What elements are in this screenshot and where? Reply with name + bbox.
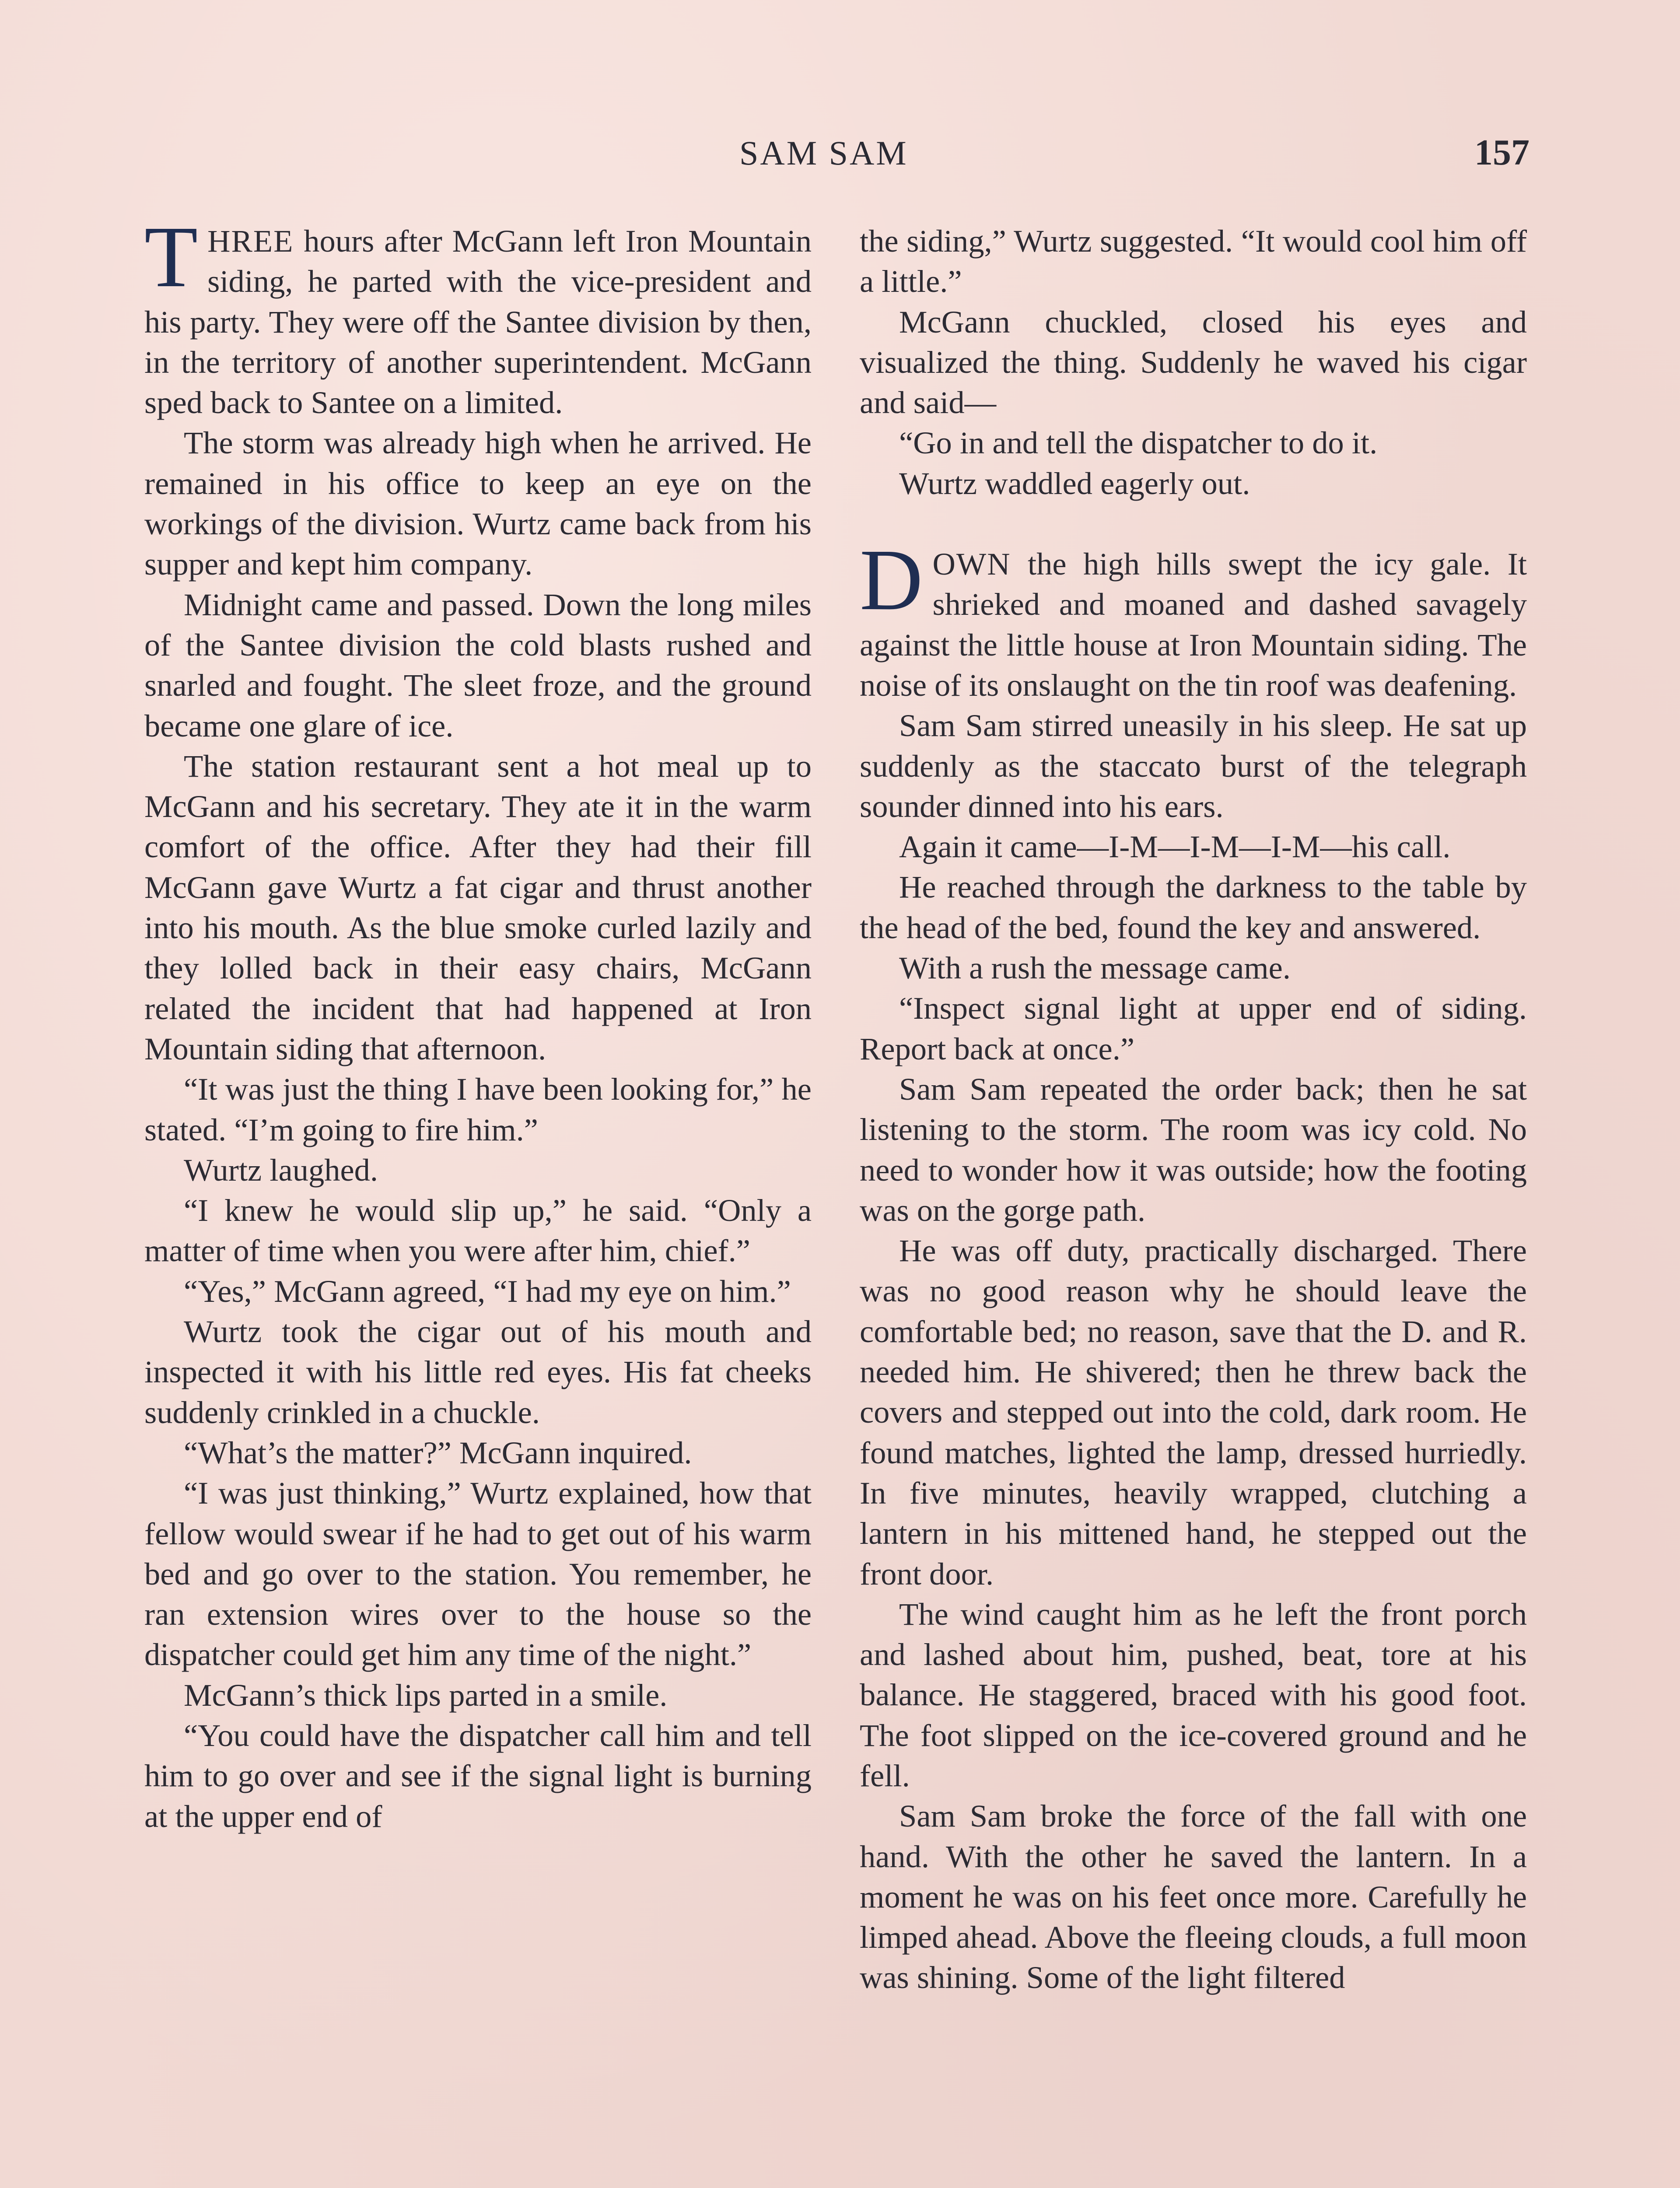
running-title: SAM SAM bbox=[739, 134, 908, 172]
paragraph: Again it came—I-M—I-M—I-M—his call. bbox=[899, 829, 1451, 865]
paragraph: Wurtz took the cigar out of his mouth and inspected it with his little red eyes. His fat cheeks suddenly crinkled in a chuckle. bbox=[144, 1314, 812, 1430]
paragraph: “What’s the matter?” McGann inquired. bbox=[184, 1434, 692, 1470]
paragraph: Wurtz waddled eagerly out. bbox=[899, 465, 1250, 501]
opening-small-caps: OWN bbox=[932, 546, 1011, 582]
paragraph: Wurtz laughed. bbox=[184, 1152, 378, 1188]
paragraph: The wind caught him as he left the front porch and lashed about him, pushed, beat, tore at his balance. He staggered, braced with his good foot. The foot slipped on the ice-covered ground and he fell. bbox=[860, 1596, 1527, 1793]
paragraph: McGann’s thick lips parted in a smile. bbox=[184, 1677, 668, 1713]
paragraph: He reached through the darkness to the table by the head of the bed, found the key and answered. bbox=[860, 869, 1527, 945]
opening-small-caps: HREE bbox=[207, 223, 294, 259]
paragraph: “Go in and tell the dispatcher to do it. bbox=[899, 425, 1378, 461]
right-text-column bbox=[860, 221, 1527, 1998]
section-opening-paragraph bbox=[144, 209, 812, 423]
paragraph: “Yes,” McGann agreed, “I had my eye on him.” bbox=[184, 1273, 791, 1309]
left-text-column bbox=[144, 209, 812, 1837]
paragraph: McGann chuckled, closed his eyes and visualized the thing. Suddenly he waved his cigar and said— bbox=[860, 304, 1527, 421]
paragraph: The station restaurant sent a hot meal up to McGann and his secretary. They ate it in the warm comfort of the office. After they had their fill McGann gave Wurtz a fat cigar and thrust another into his mouth. As the blue smoke curled lazily and they lolled back in their easy chairs, McGann related the incident that had happened at Iron Mountain siding that afternoon. bbox=[144, 748, 812, 1066]
drop-cap: T bbox=[144, 209, 198, 305]
paragraph: Sam Sam broke the force of the fall with one hand. With the other he saved the lantern. In a moment he was on his feet once more. Carefully he limped ahead. Above the fleeing clouds, a full moon was shining. Some of the light filtered bbox=[860, 1798, 1527, 1995]
paragraph-text: the high hills swept the icy gale. It shrieked and moaned and dashed savagely against the little house at Iron Mountain siding. The noise of its onslaught on the tin roof was deafening. bbox=[860, 546, 1527, 703]
paragraph: Sam Sam repeated the order back; then he sat listening to the storm. The room was icy cold. No need to wonder how it was outside; how the footing was on the gorge path. bbox=[860, 1071, 1527, 1228]
paragraph: Sam Sam stirred uneasily in his sleep. He sat up suddenly as the staccato burst of the telegraph sounder dinned into his ears. bbox=[860, 708, 1527, 824]
paragraph: Midnight came and passed. Down the long miles of the Santee division the cold blasts rushed and snarled and fought. The sleet froze, and the ground became one glare of ice. bbox=[144, 586, 812, 743]
drop-cap: D bbox=[860, 532, 923, 629]
paragraph: “I was just thinking,” Wurtz explained, how that fellow would swear if he had to get out of his warm bed and go over to the station. You remember, he ran extension wires over to the house so the dispatcher could get him any time of the night.” bbox=[144, 1475, 812, 1673]
paragraph-continued: the siding,” Wurtz suggested. “It would cool him off a little.” bbox=[860, 223, 1527, 299]
paragraph: “It was just the thing I have been looking for,” he stated. “I’m going to fire him.” bbox=[144, 1071, 812, 1147]
paragraph-text: hours after McGann left Iron Mountain siding, he parted with the vice-president and his party. They were off the Santee division by then, in the territory of another superintendent. McGann sped back to Santee on a limited. bbox=[144, 223, 812, 421]
paragraph: The storm was already high when he arrived. He remained in his office to keep an eye on the workings of the division. Wurtz came back from his supper and kept him company. bbox=[144, 425, 812, 582]
paragraph: With a rush the message came. bbox=[899, 950, 1291, 986]
page-number: 157 bbox=[1474, 132, 1530, 173]
paragraph: “I knew he would slip up,” he said. “Only a matter of time when you were after him, chief.” bbox=[144, 1192, 812, 1269]
paragraph: He was off duty, practically discharged. There was no good reason why he should leave the comfortable bed; no reason, save that the D. and R. needed him. He shivered; then he threw back the covers and stepped out into the cold, dark room. He found matches, lighted the lamp, dressed hurriedly. In five minutes, heavily wrapped, clutching a lantern in his mittened hand, he stepped out the front door. bbox=[860, 1233, 1527, 1592]
paragraph: “You could have the dispatcher call him and tell him to go over and see if the signal light is burning at the upper end of bbox=[144, 1717, 812, 1834]
section-opening-paragraph bbox=[860, 532, 1527, 705]
paragraph: “Inspect signal light at upper end of siding. Report back at once.” bbox=[860, 990, 1527, 1066]
